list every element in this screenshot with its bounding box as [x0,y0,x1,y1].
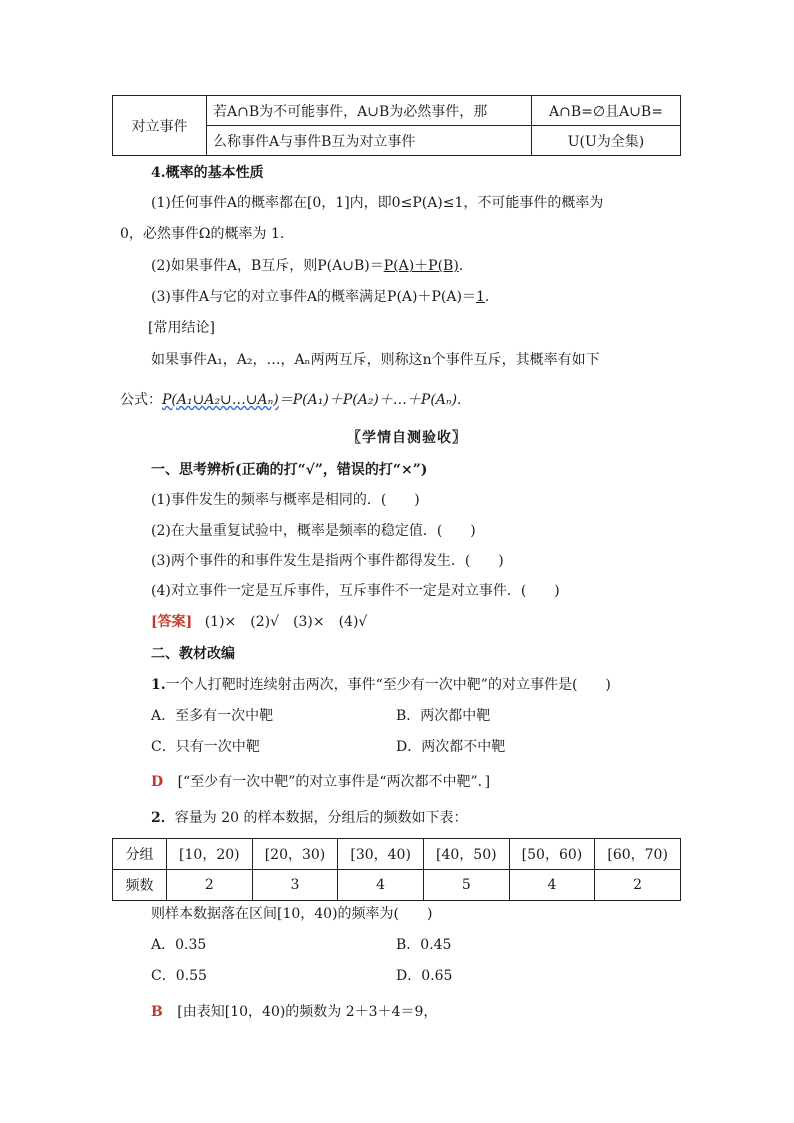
common-conclusion-line-2 [120,390,461,410]
common-conclusion-label: [常用结论] [148,320,215,336]
self-check-banner: 〖学情自测验收〗 [347,430,467,446]
group-cell: [10，20) [167,839,253,870]
answer-text: (1)× (2)√ (3)× (4)√ [204,614,368,630]
group-cell: [60，70) [595,839,681,870]
judge-item-1: (1)事件发生的频率与概率是相同的．( ) [151,492,420,508]
q1-answer [151,772,490,792]
symbol-line-2: U(U为全集) [567,133,645,150]
frequency-cell: 2 [167,870,253,901]
group-cell: [30，40) [338,839,424,870]
judge-item-3: (3)两个事件的和事件发生是指两个事件都得发生．( ) [151,553,504,569]
q2-answer [151,1002,437,1022]
table-row [113,839,681,870]
judge-item-4: (4)对立事件一定是互斥事件，互斥事件不一定是对立事件．( ) [151,583,560,599]
frequency-cell: 5 [423,870,509,901]
event-type-label: 对立事件 [131,118,188,135]
property-1-line-2: 0，必然事件Ω的概率为 1. [120,226,285,242]
common-conclusion-line-1: 如果事件A₁，A₂，…，Aₙ两两互斥，则称这n个事件互斥，其概率有如下 [151,352,600,368]
table-row [113,870,681,901]
table-cell-symbol-2 [532,126,681,156]
property-3-answer: 1 [475,289,485,305]
q2-option-b: B．0.45 [396,937,452,953]
property-2 [151,256,463,276]
formula-rhs: ＝P(A₁)＋P(A₂)＋…＋P(Aₙ). [278,392,462,408]
property-2-suffix: . [458,258,464,274]
q2-followup: 则样本数据落在区间[10，40)的频率为( ) [151,906,433,922]
property-3-prefix: (3)事件A与它的对立事件A的概率满足P(A)＋P(A)＝ [151,289,476,305]
judge-item-2: (2)在大量重复试验中，概率是频率的稳定值．( ) [151,523,476,539]
frequency-cell: 4 [338,870,424,901]
symbol-line-1: A∩B=∅且A∪B= [549,103,663,120]
frequency-cell: 3 [252,870,338,901]
question-2 [151,808,467,828]
property-2-answer: P(A)＋P(B) [383,258,459,274]
definition-line-1: 若A∩B为不可能事件，A∪B为必然事件，那 [213,103,488,120]
q2-answer-letter: B [151,1004,163,1020]
q2-explanation: [由表知[10，40)的频数为 2＋3＋4＝9， [177,1004,438,1020]
formula-prefix: 公式： [120,392,162,408]
group-cell: [40，50) [423,839,509,870]
q1-option-b: B．两次都中靶 [396,708,491,724]
row-label-group: 分组 [113,839,167,870]
event-definition-table [112,95,681,156]
property-1-line-1: (1)任何事件A的概率都在[0，1]内，即0≤P(A)≤1，不可能事件的概率为 [151,195,604,211]
table-cell-symbol [532,96,681,126]
frequency-cell: 4 [509,870,595,901]
question-1-stem: 一个人打靶时连续射击两次，事件“至少有一次中靶”的对立事件是( ) [165,677,611,693]
row-label-frequency: 频数 [113,870,167,901]
q1-explanation: [“至少有一次中靶”的对立事件是“两次都不中靶”．] [177,774,491,790]
table-cell-definition-2 [207,126,532,156]
question-2-number: 2． [151,810,175,826]
section-title: 4.概率的基本性质 [151,165,264,181]
part1-heading: 一、思考辨析(正确的打“√”，错误的打“×”) [151,462,428,478]
definition-line-2: 么称事件A与事件B互为对立事件 [213,133,416,150]
q2-option-d: D．0.65 [396,968,453,984]
q1-option-d: D．两次都不中靶 [396,739,506,755]
table-cell-label [113,96,207,156]
formula-lhs: P(A₁∪A₂∪…∪Aₙ) [162,392,279,408]
question-1 [151,675,611,695]
part1-answer [151,612,367,632]
q1-option-c: C．只有一次中靶 [151,739,260,755]
part2-heading: 二、教材改编 [151,646,235,662]
group-cell: [20，30) [252,839,338,870]
question-2-stem: 容量为 20 的样本数据，分组后的频数如下表： [174,810,468,826]
q2-option-a: A．0.35 [151,937,207,953]
q2-option-c: C．0.55 [151,968,207,984]
property-3 [151,287,489,307]
frequency-table [112,838,681,901]
q1-option-a: A．至多有一次中靶 [151,708,274,724]
frequency-cell: 2 [595,870,681,901]
q1-answer-letter: D [151,774,164,790]
property-2-prefix: (2)如果事件A，B互斥，则P(A∪B)＝ [151,258,384,274]
property-3-suffix: . [484,289,490,305]
group-cell: [50，60) [509,839,595,870]
question-1-number: 1. [151,677,166,693]
answer-label: [答案] [151,614,193,630]
table-cell-definition [207,96,532,126]
